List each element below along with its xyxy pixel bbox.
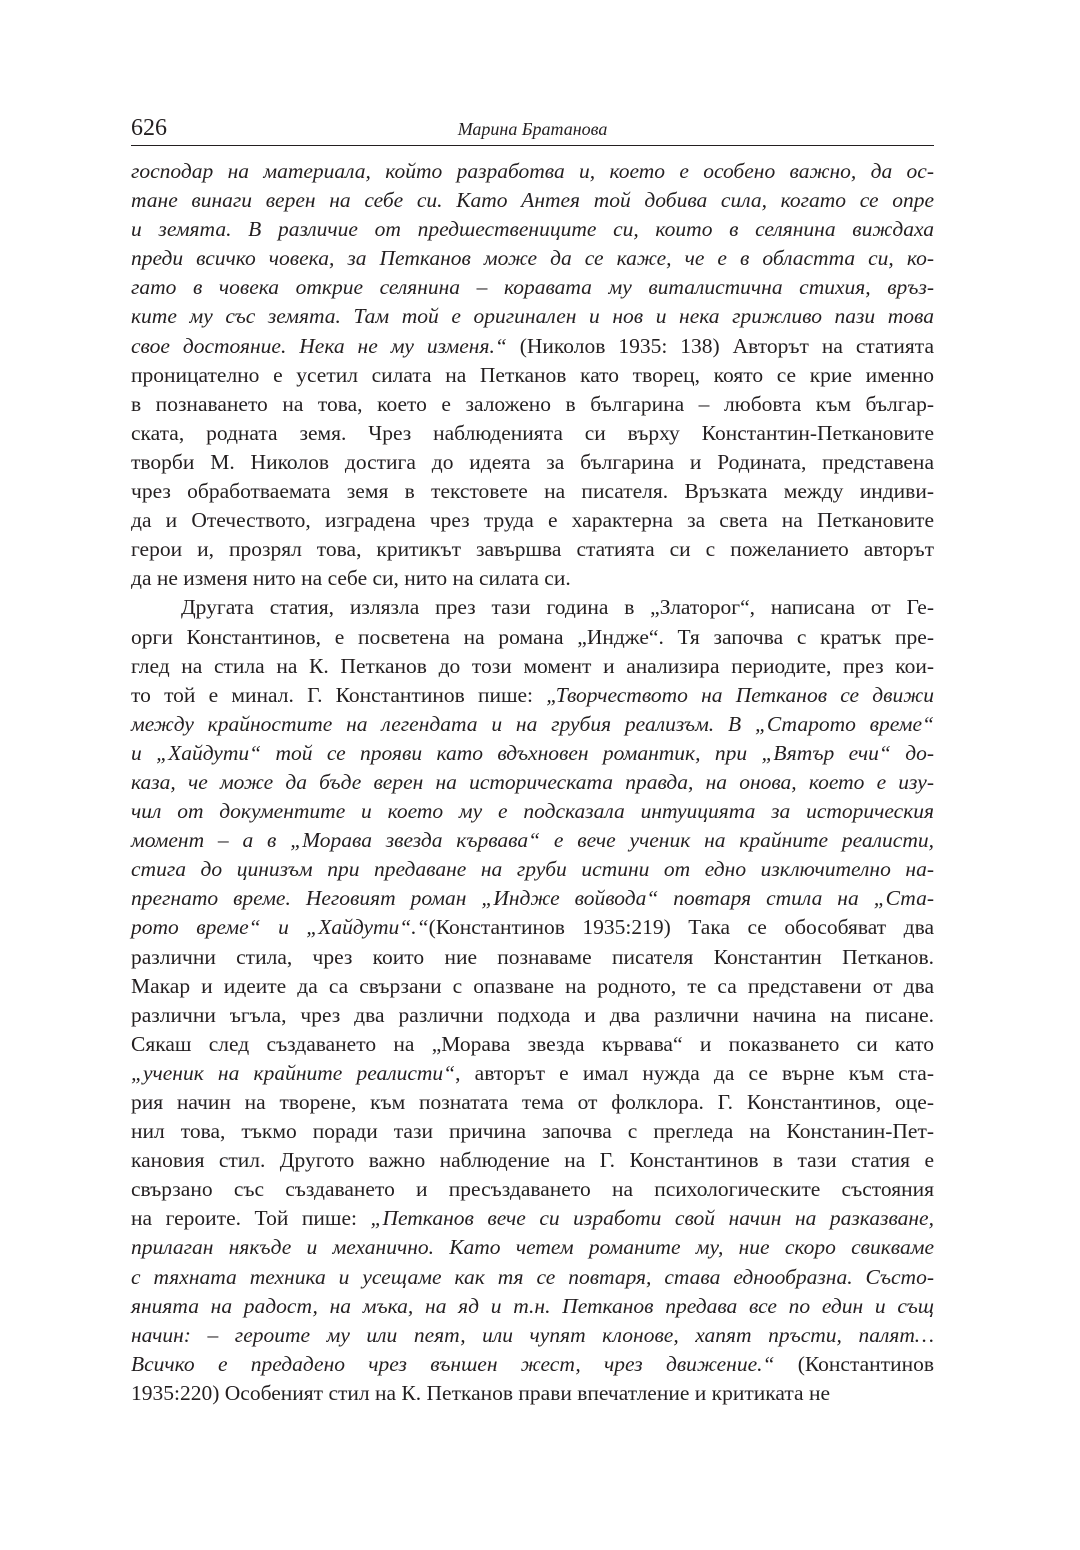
text-line (131, 448, 934, 477)
italic-quote-text: гато в човека открие селянина – коравата му виталистична стихия, връз- (131, 275, 934, 300)
text-line (131, 302, 934, 331)
text-line (131, 913, 934, 942)
text-line (131, 361, 934, 390)
text-line (131, 419, 934, 448)
text-line (131, 1233, 934, 1262)
text-line (131, 768, 934, 797)
text-run: то той е минал. Г. Константинов пише: (131, 682, 547, 707)
text-run: Сякаш след създаването на „Морава звезда кървава“ и показването си като (131, 1031, 934, 1056)
text-run: творби М. Николов достига до идеята за българина и Родината, представена (131, 449, 934, 474)
text-run: герои и, прозрял това, критикът завършва статията си с пожеланието авторът (131, 537, 934, 562)
text-line (131, 564, 934, 593)
running-head-author: Марина Братанова (457, 119, 608, 139)
text-run: различни ъгъла, чрез два различни подхода и два различни начина на писане. (131, 1002, 934, 1027)
italic-quote-text: янията на радост, на мъка, на яд и т.н. Петканов предава все по един и същ (131, 1293, 934, 1318)
text-line (131, 1146, 934, 1175)
text-run: , авторът е имал нужда да се върне към ста- (455, 1060, 934, 1085)
text-line (131, 884, 934, 913)
italic-quote-text: Всичко е предадено чрез външен жест, чрез движение.“ (131, 1351, 775, 1376)
page-header (131, 112, 934, 146)
text-line (131, 1030, 934, 1059)
text-line (131, 972, 934, 1001)
text-run: да и Отечеството, изградена чрез труда е характерна за света на Петкановите (131, 508, 934, 533)
text-line (131, 535, 934, 564)
text-line (131, 710, 934, 739)
text-line (131, 186, 934, 215)
italic-quote-text: свое достояние. Нека не му изменя.“ (131, 333, 507, 358)
text-line (131, 215, 934, 244)
text-line (131, 1059, 934, 1088)
italic-quote-text: стига до цинизъм при предаване на груби истини от едно изключително на- (131, 857, 934, 882)
italic-quote-text: прегнато време. Неговият роман „Индже войвода“ повтаря стила на „Ста- (131, 886, 934, 911)
italic-quote-text: „Петканов вече си изработи свой начин на разказване, (370, 1206, 934, 1231)
text-line (131, 739, 934, 768)
text-line (131, 244, 934, 273)
italic-quote-text: между крайностите на легендата и на грубия реализъм. В „Старото време“ (131, 711, 934, 736)
italic-quote-text: господар на материала, който разработва и, което е особено важно, да ос- (131, 159, 934, 183)
text-run: ската, родната земя. Чрез наблюденията си върху Константин-Петкановите (131, 420, 934, 445)
text-run: глед на стила на К. Петканов до този момент и анализира периодите, през кои- (131, 653, 934, 678)
text-line (131, 855, 934, 884)
text-line (131, 826, 934, 855)
text-line (131, 1321, 934, 1350)
text-run: 1935:220) Особеният стил на К. Петканов прави впечатление и критиката не (131, 1380, 830, 1405)
text-run: да не изменя нито на себе си, нито на силата си. (131, 566, 571, 591)
text-line (131, 506, 934, 535)
italic-quote-text: и земята. В различие от предшествениците си, които в селянина виждаха (131, 217, 934, 242)
text-line (131, 1088, 934, 1117)
text-run: на героите. Той пише: (131, 1206, 371, 1231)
text-run: орги Константинов, е посветена на романа „Индже“. Тя започва с кратък пре- (131, 624, 934, 649)
text-line (131, 943, 934, 972)
text-line (131, 390, 934, 419)
text-line (131, 1263, 934, 1292)
italic-quote-text: и „Хайдути“ той се прояви като вдъхновен романтик, при „Вятър ечи“ до- (131, 740, 934, 765)
text-line (131, 1379, 934, 1408)
text-run: рия начин на творене, към познатата тема от фолклора. Г. Константинов, оце- (131, 1090, 934, 1114)
text-run: (Константинов (774, 1351, 934, 1376)
text-line (131, 623, 934, 652)
italic-quote-text: „ученик на крайните реалисти“ (131, 1060, 456, 1085)
text-line (131, 332, 934, 361)
text-run: (Константинов 1935:219) Така се обособяват два (428, 915, 934, 940)
text-run: различни стила, чрез които ние познаваме писателя Константин Петканов. (131, 944, 934, 969)
text-line (131, 273, 934, 302)
italic-quote-text: ките му със земята. Там той е оригинален и нов и нека грижливо пази това (131, 304, 934, 329)
text-line (131, 1292, 934, 1321)
italic-quote-text: тане винаги верен на себе си. Като Антея той добива сила, когато се опре (131, 188, 934, 213)
text-line (131, 652, 934, 681)
italic-quote-text: чил от документите и което му е подсказала интуицията за историческия (131, 799, 934, 824)
text-run: проницателно е усетил силата на Петканов като творец, която се крие именно (131, 362, 934, 387)
page-number: 626 (131, 115, 167, 141)
text-line (131, 797, 934, 826)
body-text (131, 157, 934, 1408)
italic-quote-text: рото време“ и „Хайдути“.“ (131, 915, 429, 940)
italic-quote-text: преди всичко човека, за Петканов може да се каже, че е в областта си, ко- (131, 246, 934, 271)
text-line (131, 1117, 934, 1146)
italic-quote-text: с тяхната техника и усещаме как тя се повтаря, става еднообразна. Състо- (131, 1264, 934, 1289)
italic-quote-text: момент – а в „Морава звезда кървава“ е вече ученик на крайните реалисти, (131, 828, 934, 853)
italic-quote-text: „Творчеството на Петканов се движи (546, 682, 934, 707)
text-run: (Николов 1935: 138) Авторът на статията (506, 333, 935, 358)
italic-quote-text: каза, че може да бъде верен на историческата правда, на онова, което е изу- (131, 769, 934, 794)
text-run: Макар и идеите да са свързани с опазване на родното, те са представени от два (131, 973, 934, 998)
text-line (131, 681, 934, 710)
text-line (131, 593, 934, 622)
italic-quote-text: начин: – героите му или пеят, или чупят клонове, хапят пръсти, палят… (131, 1322, 934, 1347)
text-line (131, 1175, 934, 1204)
text-run: свързано със създаването и пресъздаването на психологическите състояния (131, 1177, 934, 1202)
text-line (131, 157, 934, 186)
italic-quote-text: прилаган някъде и механично. Като четем романите му, ние скоро свикваме (131, 1235, 934, 1260)
text-line (131, 1001, 934, 1030)
text-run: Другата статия, излязла през тази година в „Златорог“, написана от Ге- (181, 595, 934, 620)
text-run: нил това, тъкмо поради тази причина започва с прегледа на Констанин-Пет- (131, 1119, 934, 1144)
text-line (131, 1350, 934, 1379)
text-line (131, 477, 934, 506)
text-run: чрез обработваемата земя в текстовете на писателя. Връзката между индиви- (131, 479, 934, 504)
text-line (131, 1204, 934, 1233)
text-run: в познаването на това, което е заложено в българина – любовта към българ- (131, 391, 934, 416)
text-run: кановия стил. Другото важно наблюдение на Г. Константинов в тази статия е (131, 1148, 934, 1173)
